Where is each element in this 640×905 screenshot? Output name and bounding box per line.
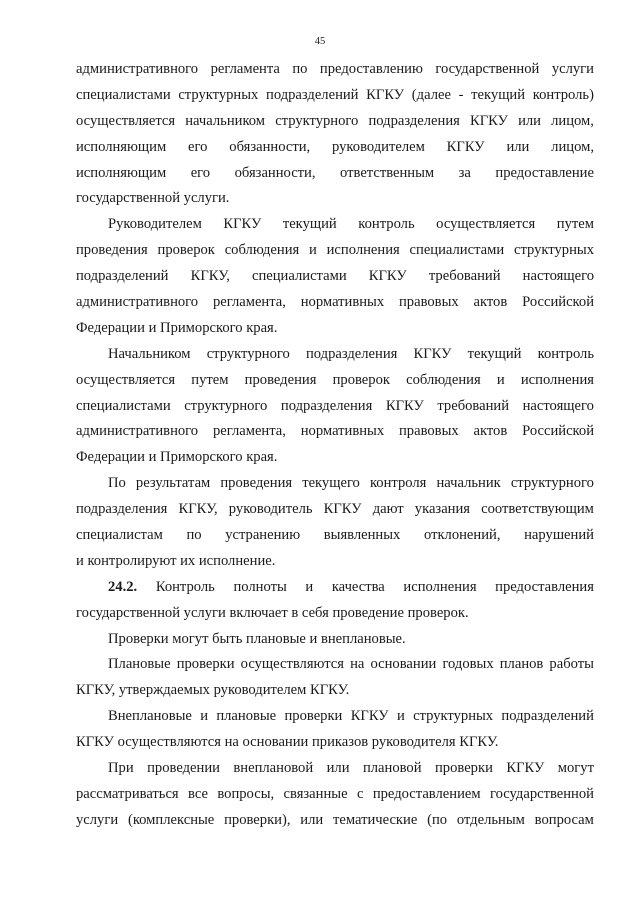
word: выявленных — [323, 527, 401, 544]
word: подразделения — [305, 345, 398, 362]
word: Российской — [522, 423, 594, 440]
text-line: Федерации и Приморского края. — [76, 319, 278, 336]
text-line — [76, 135, 594, 161]
text-line — [76, 83, 594, 109]
word: подразделений — [501, 708, 594, 725]
word: услуги — [551, 61, 594, 77]
word: При — [108, 760, 134, 777]
word: проведении — [147, 760, 220, 777]
word: отдельным — [456, 811, 525, 828]
text-line — [76, 782, 594, 808]
word: исполняющим — [76, 164, 167, 181]
word: структурных — [513, 242, 594, 259]
word: КГКУ — [350, 708, 389, 725]
word: контроль — [358, 216, 415, 233]
text-line — [76, 342, 594, 368]
word: текущего — [302, 475, 360, 492]
word: правовых — [399, 423, 459, 440]
word: за — [458, 164, 471, 181]
word: руководитель — [228, 501, 313, 518]
text-line: КГКУ осуществляются на основании приказов руководителя КГКУ. — [76, 734, 499, 751]
word: и — [305, 578, 314, 595]
word: Начальником — [108, 345, 191, 362]
word: рассматриваться — [76, 785, 179, 802]
word: проверки — [284, 708, 343, 725]
word: регламента — [210, 61, 280, 77]
word: нарушений — [524, 527, 594, 544]
word: подразделений — [76, 268, 169, 285]
word: структурных — [178, 86, 259, 103]
word: или — [506, 138, 530, 155]
word: специалистами — [76, 397, 171, 414]
word: текущий — [467, 345, 522, 362]
word: КГКУ — [413, 345, 452, 362]
text-line — [76, 264, 594, 290]
word: или — [326, 760, 350, 777]
text-line — [76, 471, 594, 497]
word: соответствующим — [481, 501, 594, 518]
word: Руководителем — [108, 216, 202, 233]
word: настоящего — [522, 397, 594, 414]
word: государственной — [489, 785, 594, 802]
word: актов — [473, 294, 508, 311]
word: планов — [499, 656, 544, 673]
text-line — [76, 808, 594, 834]
word: предоставления — [495, 578, 594, 595]
word: основании — [370, 656, 437, 673]
word: исполнения — [326, 242, 400, 259]
word: и — [200, 708, 208, 725]
word: начальник — [436, 475, 501, 492]
word: его — [188, 138, 208, 155]
word: подразделения — [368, 112, 460, 129]
word: и — [396, 708, 405, 725]
word: тематические — [333, 811, 418, 828]
word: специалистами — [76, 86, 171, 103]
word: (комплексные — [127, 811, 215, 828]
word: государственной — [435, 61, 540, 77]
word: требований — [428, 268, 501, 285]
word: осуществляются — [240, 656, 344, 673]
word: структурного — [275, 112, 359, 129]
word: Российской — [522, 294, 594, 311]
text-line — [76, 394, 594, 420]
word: настоящего — [522, 268, 594, 285]
word: или — [518, 112, 541, 129]
word: могут — [557, 760, 594, 777]
word: соблюдения — [224, 242, 300, 259]
word: актов — [473, 423, 508, 440]
word: КГКУ — [223, 216, 262, 233]
word: результатам — [135, 475, 211, 492]
word: правовых — [399, 294, 459, 311]
text-line: и контролируют их исполнение. — [76, 552, 276, 569]
word: указания — [414, 501, 470, 518]
word: связанные — [283, 785, 348, 802]
word: административного — [76, 61, 199, 77]
word: исполняющим — [76, 138, 167, 155]
word: начальником — [185, 112, 266, 129]
word: осуществляется — [76, 112, 176, 129]
word: структурного — [206, 345, 290, 362]
word: 24.2. — [108, 578, 138, 595]
word: требований — [437, 397, 510, 414]
word: полноты — [233, 578, 287, 595]
word: КГКУ — [470, 112, 508, 129]
word: обязанности, — [234, 164, 316, 181]
word: КГКУ — [366, 86, 405, 103]
word: контроля — [369, 475, 427, 492]
word: Плановые — [108, 656, 171, 673]
text-line section-line — [76, 575, 594, 601]
text-line — [76, 756, 594, 782]
word: КГКУ — [506, 760, 545, 777]
word: осуществляется — [436, 216, 536, 233]
word: плановые — [216, 708, 277, 725]
word: специалистами — [409, 242, 505, 259]
word: дают — [372, 501, 404, 518]
word: предоставлению — [319, 61, 423, 77]
word: внеплановой — [233, 760, 314, 777]
word: проведения — [244, 371, 317, 388]
word: КГКУ — [368, 268, 407, 285]
word: проверок — [332, 371, 390, 388]
word: услуги — [76, 811, 119, 828]
body-text — [76, 57, 594, 834]
text-line — [76, 368, 594, 394]
word: - — [458, 86, 464, 103]
text-line — [76, 161, 594, 187]
word: на — [350, 656, 365, 673]
word: соблюдения — [406, 371, 481, 388]
word: годовых — [442, 656, 494, 673]
word: проведения — [76, 242, 148, 259]
word: вопросам — [534, 811, 594, 828]
word: проведения — [220, 475, 293, 492]
word: нормативных — [300, 294, 385, 311]
word: работы — [549, 656, 594, 673]
word: и — [309, 242, 317, 259]
word: По — [108, 475, 126, 492]
word: устранению — [225, 527, 301, 544]
word: контроль) — [532, 86, 594, 103]
word: регламента, — [212, 294, 286, 311]
word: его — [190, 164, 211, 181]
word: обязанности, — [229, 138, 311, 155]
word: регламента, — [212, 423, 286, 440]
text-line — [76, 523, 594, 549]
word: руководителем — [332, 138, 425, 155]
word: подразделений — [266, 86, 359, 103]
word: и — [496, 371, 505, 388]
text-line — [76, 290, 594, 316]
word: исполнения — [520, 371, 594, 388]
word: все — [188, 785, 208, 802]
word: отклонений, — [423, 527, 501, 544]
word: проверки — [435, 760, 493, 777]
word: или — [300, 811, 324, 828]
word: Контроль — [155, 578, 215, 595]
page-number: 45 — [314, 36, 326, 47]
text-line: КГКУ, утверждаемых руководителем КГКУ. — [76, 682, 350, 699]
word: проверки — [176, 656, 235, 673]
word: КГКУ — [446, 138, 485, 155]
word: нормативных — [300, 423, 385, 440]
text-line — [76, 212, 594, 238]
word: ответственным — [340, 164, 435, 181]
word: предоставлением — [372, 785, 481, 802]
word: осуществляется — [76, 371, 176, 388]
word: исполнения — [403, 578, 477, 595]
text-line — [76, 109, 594, 135]
word: структурного — [510, 475, 594, 492]
word: контроль — [537, 345, 594, 362]
word: (далее — [411, 86, 451, 103]
word: вопросы, — [217, 785, 275, 802]
word: текущий — [471, 86, 526, 103]
word: качества — [331, 578, 385, 595]
word: специалистами — [251, 268, 347, 285]
word: структурного — [184, 397, 268, 414]
text-line: государственной услуги включает в себя проведение проверок. — [76, 604, 469, 621]
text-line — [76, 419, 594, 445]
text-line — [76, 57, 594, 83]
word: КГКУ, — [190, 268, 230, 285]
text-line: Проверки могут быть плановые и внеплановые. — [108, 630, 406, 647]
text-line — [76, 652, 594, 678]
word: путем — [556, 216, 594, 233]
word: по — [292, 61, 308, 77]
text-line — [76, 238, 594, 264]
word: структурных — [413, 708, 494, 725]
word: специалистам — [76, 527, 163, 544]
word: подразделения — [280, 397, 373, 414]
word: лицом, — [551, 138, 594, 155]
word: лицом, — [551, 112, 594, 129]
word: текущий — [282, 216, 337, 233]
text-line: Федерации и Приморского края. — [76, 449, 278, 466]
word: административного — [76, 423, 199, 440]
word: подразделения — [76, 501, 168, 518]
word: (по — [427, 811, 448, 828]
word: КГКУ — [323, 501, 362, 518]
word: проверок — [157, 242, 215, 259]
word: административного — [76, 294, 199, 311]
text-line: государственной услуги. — [76, 190, 230, 207]
word: по — [186, 527, 202, 544]
word: КГКУ — [385, 397, 424, 414]
word: плановой — [362, 760, 422, 777]
word: с — [356, 785, 364, 802]
word: предоставление — [495, 164, 594, 181]
word: путем — [191, 371, 229, 388]
text-line — [76, 704, 594, 730]
word: Внеплановые — [108, 708, 192, 725]
word: КГКУ, — [178, 501, 218, 518]
word: проверки), — [224, 811, 291, 828]
text-line — [76, 497, 594, 523]
